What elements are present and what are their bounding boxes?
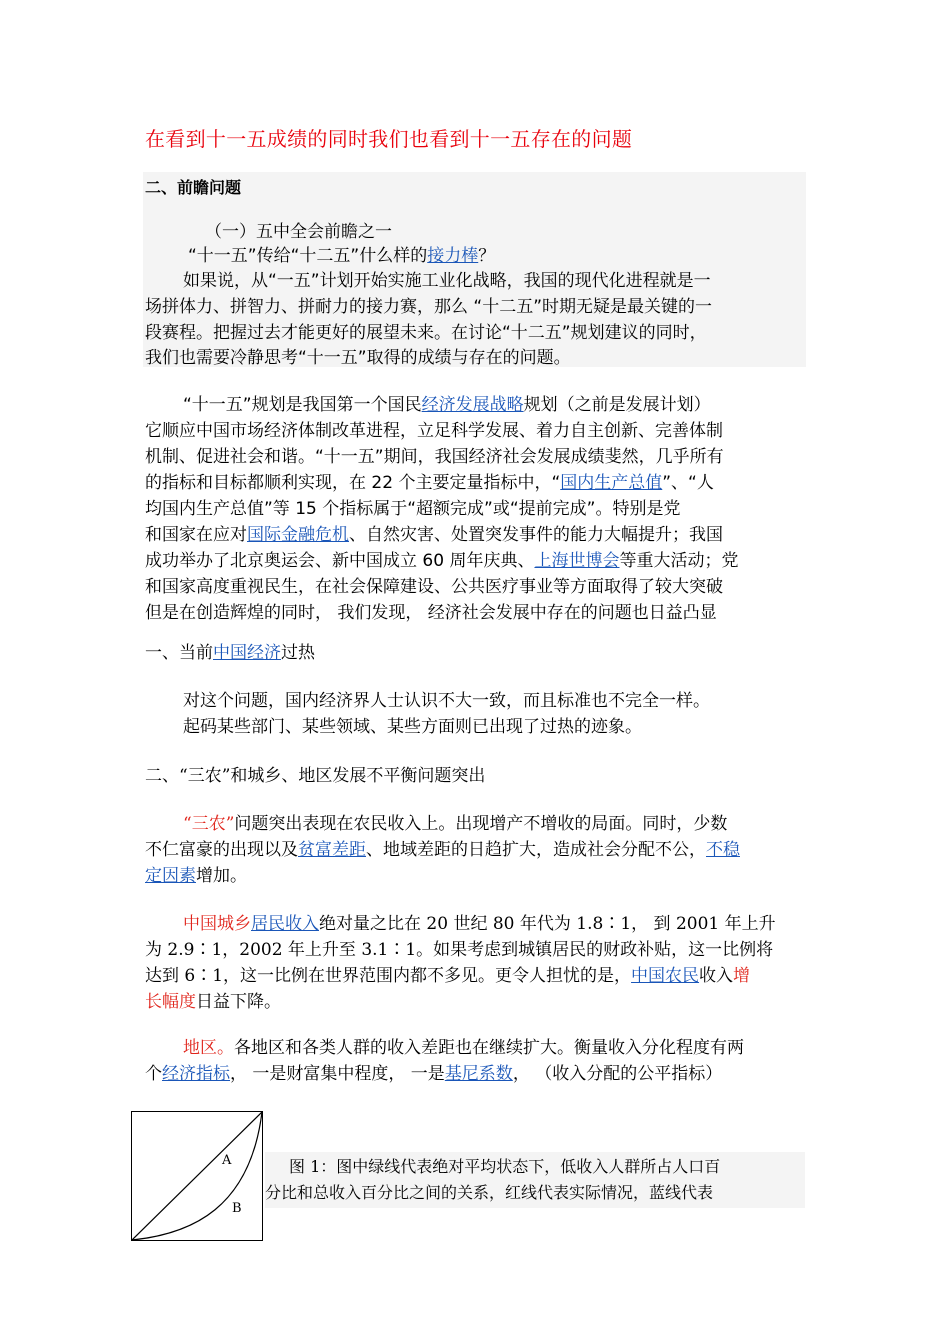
- p2-line-4: [145, 470, 714, 496]
- link-shanghai-expo[interactable]: 上海世博会: [534, 551, 620, 571]
- s2-p2-red: 中国城乡: [183, 914, 251, 934]
- box-line-2-text: “十一五”传给“十二五”什么样的: [188, 246, 428, 266]
- p2-l7-pre: 成功举办了北京奥运会、新中国成立 60 周年庆典、: [145, 551, 535, 571]
- link-financial-crisis[interactable]: 国际金融危机: [247, 525, 349, 545]
- p2-l4-post: ”、“人: [662, 473, 714, 493]
- p2-line-3: 机制、促进社会和谐。“十一五”期间，我国经济社会发展成绩斐然，几乎所有: [145, 447, 724, 467]
- link-china-economy[interactable]: 中国经济: [213, 643, 281, 663]
- section-two-heading: 二、“三农”和城乡、地区发展不平衡问题突出: [145, 766, 486, 786]
- p2-l1-post: 规划（之前是发展计划）: [523, 395, 711, 415]
- s1-post: 过热: [281, 643, 315, 663]
- s2-p1-l3-post: 增加。: [196, 866, 247, 886]
- s2-p2-l3-post: 收入: [699, 966, 734, 986]
- p2-l6-post: 、自然灾害、处置突发事件的能力大幅提升；我国: [349, 525, 723, 545]
- figure-caption-line-2: 分比和总收入百分比之间的关系，红线代表实际情况，蓝线代表: [265, 1183, 714, 1202]
- s2-p1-l2-mid: 、地域差距的日趋扩大，造成社会分配不公，: [366, 840, 706, 860]
- s2-p3-red: 地区。: [183, 1038, 234, 1058]
- s2-p1-line-1: [183, 811, 727, 837]
- s1-line-2: 起码某些部门、某些领域、某些方面则已出现了过热的迹象。: [183, 717, 642, 737]
- link-gini-coefficient[interactable]: 基尼系数: [444, 1064, 513, 1084]
- p2-line-8: 和国家高度重视民生，在社会保障建设、公共医疗事业等方面取得了较大突破: [145, 577, 723, 597]
- area-b-label: B: [232, 1201, 242, 1216]
- link-instability-a[interactable]: 不稳: [706, 840, 740, 860]
- s2-p2-line-2: 为 2.9∶1，2002 年上升至 3.1∶1。如果考虑到城镇居民的财政补贴，这一比例将: [145, 940, 774, 960]
- link-relay-baton[interactable]: 接力棒: [427, 246, 479, 266]
- link-economic-strategy[interactable]: 经济发展战略: [421, 395, 524, 415]
- lorenz-curve-figure: [131, 1111, 263, 1241]
- s2-p2-l4-red: 长幅度: [145, 992, 196, 1012]
- section-heading-forward-issues: 二、前瞻问题: [145, 178, 242, 197]
- s2-p3-l2-mid: ， 一是财富集中程度， 一是: [230, 1064, 445, 1084]
- area-a-label: A: [222, 1153, 232, 1168]
- box-line-5: 段赛程。把握过去才能更好的展望未来。在讨论“十二五”规划建议的同时，: [145, 323, 707, 343]
- s2-p1-l2-pre: 不仁富豪的出现以及: [145, 840, 298, 860]
- s1-line-1: 对这个问题，国内经济界人士认识不大一致，而且标准也不完全一样。: [183, 691, 710, 711]
- box-line-2: [188, 243, 495, 269]
- s2-p1-line-3: [145, 863, 247, 889]
- p2-l1-pre: “十一五”规划是我国第一个国民: [183, 395, 422, 415]
- p2-line-7: [145, 548, 738, 574]
- section-one-heading: [145, 640, 315, 666]
- p2-line-6: [145, 522, 723, 548]
- p2-line-5: 均国内生产总值”等 15 个指标属于“超额完成”或“提前完成”。特别是党: [145, 499, 681, 519]
- lorenz-curve-svg: [132, 1112, 262, 1240]
- s2-p2-l3-text: 达到 6∶1，这一比例在世界范围内都不多见。更令人担忧的是，: [145, 966, 632, 986]
- s2-p3-l2-post: ， （收入分配的公平指标）: [512, 1064, 723, 1084]
- p2-l7-post: 等重大活动；党: [619, 551, 739, 571]
- s2-p2-l1-post: 绝对量之比在 20 世纪 80 年代为 1.8∶1， 到 2001 年上升: [319, 914, 776, 934]
- link-gdp[interactable]: 国内生产总值: [560, 473, 663, 493]
- s2-p1-line-2: [145, 837, 740, 863]
- page-title: 在看到十一五成绩的同时我们也看到十一五存在的问题: [145, 127, 633, 151]
- p2-line-2: 它顺应中国市场经济体制改革进程，立足科学发展、着力自主创新、完善体制: [145, 421, 723, 441]
- p2-line-9: 但是在创造辉煌的同时， 我们发现， 经济社会发展中存在的问题也日益凸显: [145, 603, 717, 623]
- link-wealth-gap[interactable]: 贫富差距: [298, 840, 366, 860]
- s2-p1-l1-post: 问题突出表现在农民收入上。出现增产不增收的局面。同时，少数: [234, 814, 728, 834]
- s2-p2-line-4: [145, 989, 281, 1015]
- p2-l6-pre: 和国家在应对: [145, 525, 247, 545]
- s1-pre: 一、当前: [145, 643, 213, 663]
- p2-l4-pre: 的指标和目标都顺利实现，在 22 个主要定量指标中，“: [145, 473, 561, 493]
- box-line-6: 我们也需要冷静思考“十一五”取得的成绩与存在的问题。: [145, 348, 571, 368]
- s2-p2-l4-post: 日益下降。: [196, 992, 281, 1012]
- s2-p3-line-2: [145, 1061, 722, 1087]
- link-china-farmers[interactable]: 中国农民: [631, 966, 700, 986]
- box-line-1: （一）五中全会前瞻之一: [205, 222, 392, 242]
- link-instability-b[interactable]: 定因素: [145, 866, 196, 886]
- link-economic-indicators[interactable]: 经济指标: [162, 1064, 230, 1084]
- box-line-3: 如果说，从“一五”计划开始实施工业化战略，我国的现代化进程就是一: [183, 271, 711, 291]
- figure-caption-line-1: 图 1：图中绿线代表绝对平均状态下，低收入人群所占人口百: [289, 1157, 721, 1176]
- link-resident-income[interactable]: 居民收入: [251, 914, 319, 934]
- box-line-4: 场拼体力、拼智力、拼耐力的接力赛，那么 “十二五”时期无疑是最关键的一: [145, 297, 713, 317]
- s2-p2-line-3: [145, 963, 750, 989]
- s2-p2-l3-red: 增: [733, 966, 751, 986]
- p2-line-1: [183, 392, 711, 418]
- s2-p3-line-1: [183, 1035, 744, 1061]
- s2-p3-l1-post: 各地区和各类人群的收入差距也在继续扩大。衡量收入分化程度有两: [234, 1038, 744, 1058]
- s2-p1-red: “三农”: [183, 814, 235, 834]
- s2-p2-line-1: [183, 911, 776, 937]
- s2-p3-l2-pre: 个: [145, 1064, 162, 1084]
- box-line-2-end: ？: [478, 246, 496, 266]
